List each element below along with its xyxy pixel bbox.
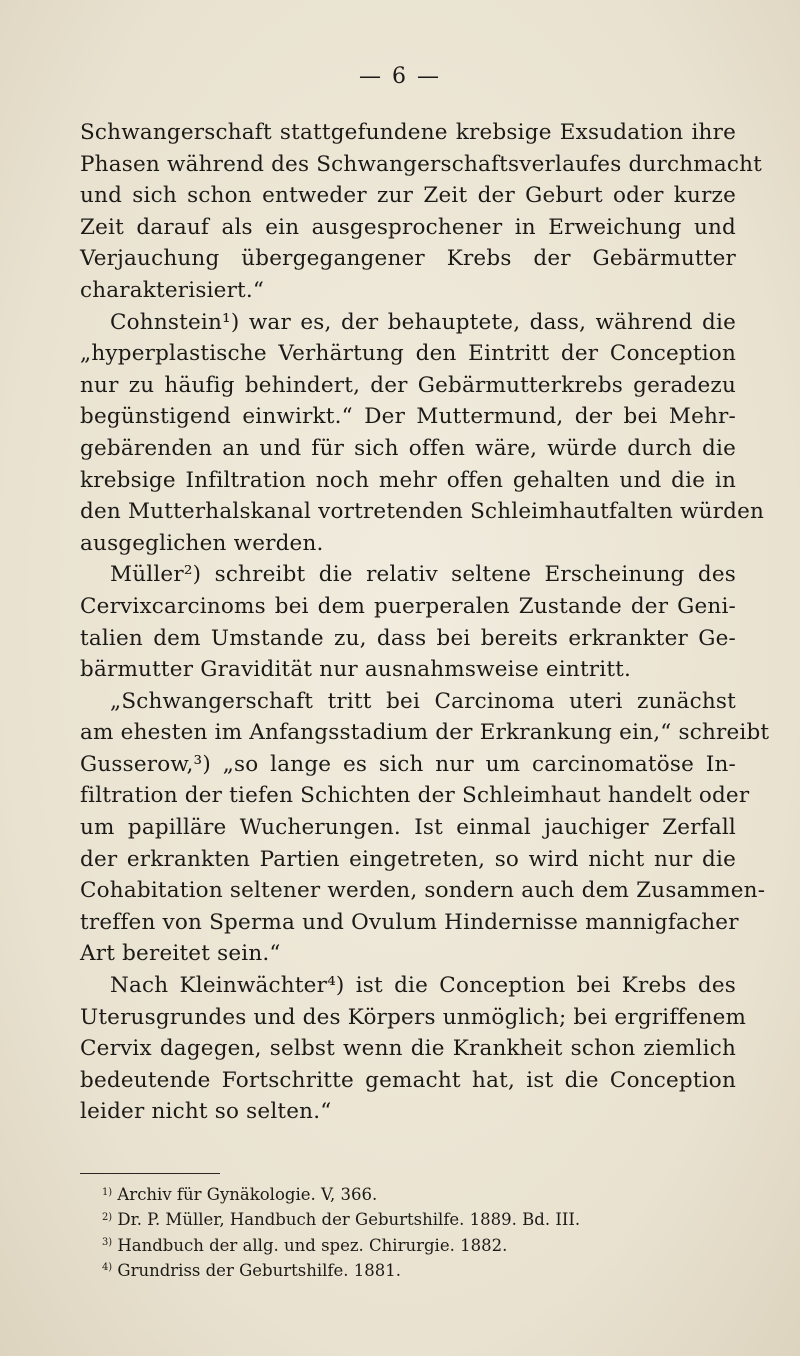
body-text <box>80 117 770 1128</box>
footnote <box>80 1233 736 1258</box>
footnote-text: Dr. P. Müller, Handbuch der Geburtshilfe. 1889. Bd. III. <box>117 1210 581 1230</box>
footnote <box>80 1182 736 1207</box>
footnotes <box>80 1182 736 1283</box>
footnote-text: Handbuch der allg. und spez. Chirurgie. 1882. <box>117 1235 508 1255</box>
text-line: Nach Kleinwächter⁴) ist die Conception bei Krebs des <box>110 973 736 999</box>
text-line: charakterisiert.“ <box>80 277 265 303</box>
footnote-marker: 1) <box>102 1186 113 1198</box>
footnote-text: Archiv für Gynäkologie. V, 366. <box>117 1185 378 1204</box>
text-line: um papilläre Wucherungen. Ist einmal jauchiger Zerfall <box>80 815 736 841</box>
footnote-marker: 4) <box>102 1262 113 1274</box>
text-line: Müller²) schreibt die relativ seltene Erscheinung des <box>110 562 736 588</box>
text-line: Phasen während des Schwangerschaftsverlaufes durchmacht <box>80 151 763 177</box>
text-line: treffen von Sperma und Ovulum Hindernisse mannigfacher <box>80 909 739 935</box>
text-line: Cohnstein¹) war es, der behauptete, dass, während die <box>110 309 736 335</box>
text-line: bedeutende Fortschritte gemacht hat, ist die Conception <box>80 1067 736 1093</box>
text-line: talien dem Umstande zu, dass bei bereits erkrankter Ge- <box>80 625 736 651</box>
page-number: — 6 — <box>359 64 441 89</box>
text-line: Art bereitet sein.“ <box>80 941 281 967</box>
text-line: Zeit darauf als ein ausgesprochener in Erweichung und <box>80 214 736 240</box>
text-line: am ehesten im Anfangsstadium der Erkrankung ein,“ schreibt <box>80 720 770 746</box>
text-line: Verjauchung übergegangener Krebs der Gebärmutter <box>80 246 736 272</box>
text-line: filtration der tiefen Schichten der Schleimhaut handelt oder <box>80 783 750 809</box>
text-line: ausgeglichen werden. <box>80 530 324 556</box>
text-line: leider nicht so selten.“ <box>80 1099 332 1125</box>
text-line: gebärenden an und für sich offen wäre, würde durch die <box>80 435 736 461</box>
text-line: krebsige Infiltration noch mehr offen gehalten und die in <box>80 467 736 493</box>
text-line: den Mutterhalskanal vortretenden Schleimhautfalten würden <box>80 499 765 525</box>
footnote-divider <box>80 1173 220 1174</box>
footnote-marker: 3) <box>102 1237 113 1249</box>
text-line: „Schwangerschaft tritt bei Carcinoma uteri zunächst <box>110 688 736 714</box>
text-line: Cervix dagegen, selbst wenn die Krankheit schon ziemlich <box>80 1036 736 1062</box>
text-line: begünstigend einwirkt.“ Der Muttermund, der bei Mehr- <box>80 404 736 430</box>
footnote <box>80 1258 736 1283</box>
text-line: und sich schon entweder zur Zeit der Geburt oder kurze <box>80 183 736 209</box>
text-line: Uterusgrundes und des Körpers unmöglich; bei ergriffenem <box>80 1004 747 1030</box>
text-line: Cervixcarcinoms bei dem puerperalen Zustande der Geni- <box>80 593 736 619</box>
text-line: Gusserow,³) „so lange es sich nur um carcinomatöse In- <box>80 751 736 777</box>
text-line: Schwangerschaft stattgefundene krebsige Exsudation ihre <box>80 120 736 145</box>
text-line: nur zu häufig behindert, der Gebärmutterkrebs geradezu <box>80 372 736 398</box>
text-line: der erkrankten Partien eingetreten, so wird nicht nur die <box>80 846 736 872</box>
text-line: Cohabitation seltener werden, sondern auch dem Zusammen- <box>80 878 766 904</box>
text-line: bärmutter Gravidität nur ausnahmsweise eintritt. <box>80 657 632 683</box>
footnote-marker: 2) <box>102 1211 113 1223</box>
footnote <box>80 1207 736 1232</box>
footnote-text: Grundriss der Geburtshilfe. 1881. <box>117 1260 401 1280</box>
text-line: „hyperplastische Verhärtung den Eintritt der Conception <box>80 341 736 367</box>
